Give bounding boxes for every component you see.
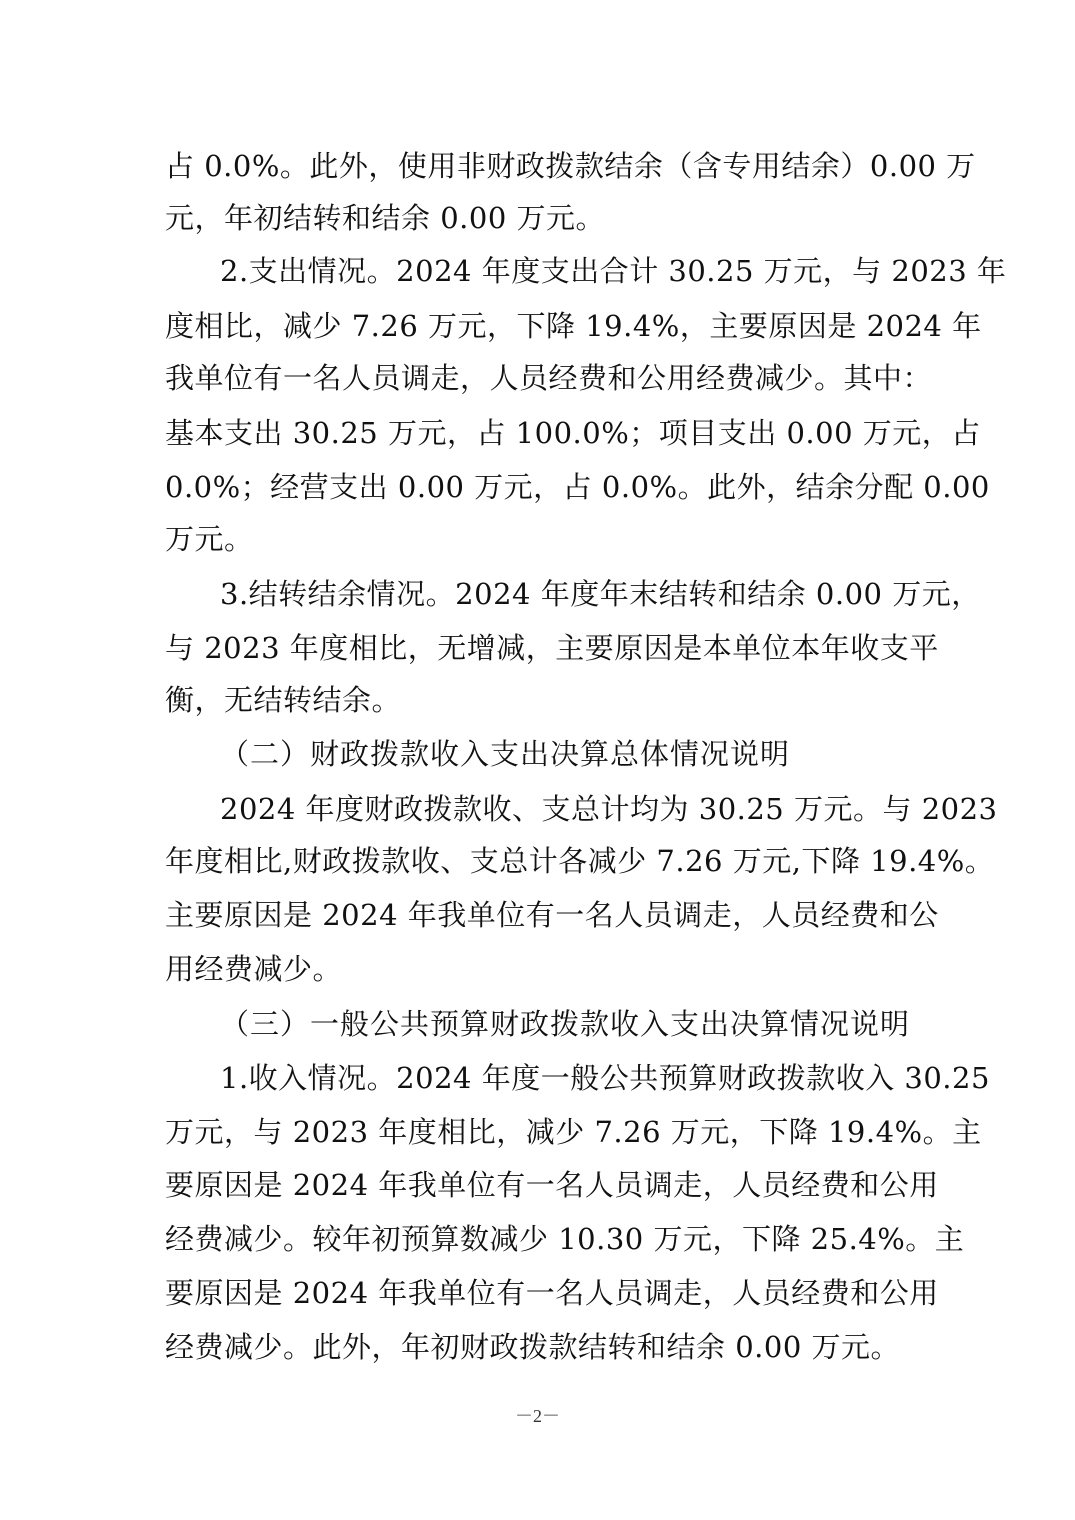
paragraph-income: 1.收入情况。2024 年度一般公共预算财政拨款收入 30.25 (220, 1061, 990, 1095)
body-text-line: 要原因是 2024 年我单位有一名人员调走，人员经费和公用 (165, 1276, 939, 1310)
body-text-line: 主要原因是 2024 年我单位有一名人员调走，人员经费和公 (165, 898, 939, 932)
section-heading-3: （三）一般公共预算财政拨款收入支出决算情况说明 (220, 1007, 911, 1041)
body-text-line: 年度相比,财政拨款收、支总计各减少 7.26 万元,下降 19.4%。 (165, 844, 995, 878)
body-text-line: 元，年初结转和结余 0.00 万元。 (165, 201, 606, 235)
page-number: －2－ (515, 1406, 560, 1426)
body-text-line: 0.0%；经营支出 0.00 万元，占 0.0%。此外，结余分配 0.00 (165, 470, 990, 504)
body-text-line: 基本支出 30.25 万元，占 100.0%；项目支出 0.00 万元，占 (165, 416, 981, 450)
body-text-line: 经费减少。此外，年初财政拨款结转和结余 0.00 万元。 (165, 1330, 901, 1364)
body-text-line: 万元。 (165, 522, 254, 556)
body-text-line: 度相比，减少 7.26 万元，下降 19.4%，主要原因是 2024 年 (165, 309, 982, 343)
paragraph-fiscal-total: 2024 年度财政拨款收、支总计均为 30.25 万元。与 2023 (220, 792, 998, 826)
body-text-line: 要原因是 2024 年我单位有一名人员调走，人员经费和公用 (165, 1168, 939, 1202)
body-text-line: 我单位有一名人员调走，人员经费和公用经费减少。其中： (165, 361, 933, 395)
paragraph-carryover: 3.结转结余情况。2024 年度年末结转和结余 0.00 万元， (220, 577, 981, 611)
body-text-line: 与 2023 年度相比，无增减，主要原因是本单位本年收支平 (165, 631, 939, 665)
body-text-line: 衡，无结转结余。 (165, 683, 402, 717)
body-text-line: 用经费减少。 (165, 952, 343, 986)
paragraph-expenditure: 2.支出情况。2024 年度支出合计 30.25 万元，与 2023 年 (220, 254, 1007, 288)
body-text-line: 万元，与 2023 年度相比，减少 7.26 万元，下降 19.4%。主 (165, 1115, 982, 1149)
body-text-line: 经费减少。较年初预算数减少 10.30 万元，下降 25.4%。主 (165, 1222, 965, 1256)
body-text-line: 占 0.0%。此外，使用非财政拨款结余（含专用结余）0.00 万 (165, 149, 976, 183)
section-heading-2: （二）财政拨款收入支出决算总体情况说明 (220, 737, 791, 771)
